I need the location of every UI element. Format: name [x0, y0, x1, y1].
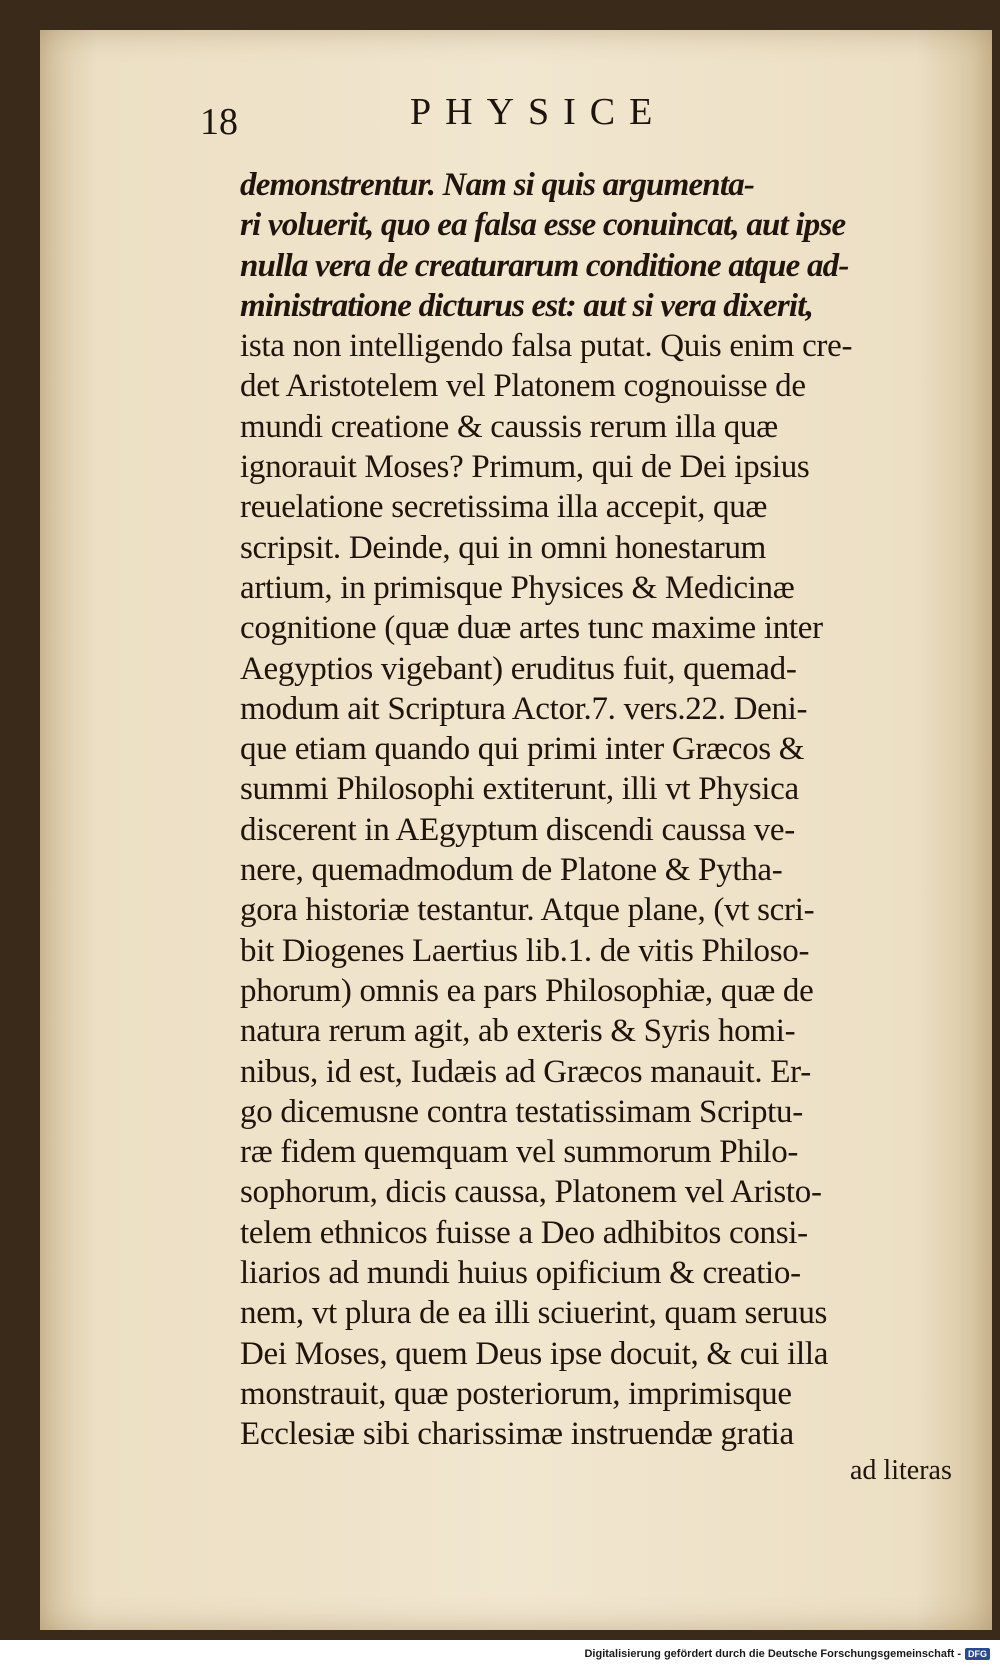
text-line: Aegyptios vigebant) eruditus fuit, quemad-: [240, 650, 797, 687]
text-line: reuelatione secretissima illa accepit, quæ: [240, 489, 768, 526]
text-line: scripsit. Deinde, qui in omni honestarum: [240, 529, 767, 566]
text-line: sophorum, dicis caussa, Platonem vel Aristo-: [240, 1174, 822, 1211]
text-line: nem, vt plura de ea illi sciuerint, quam seruus: [240, 1295, 828, 1332]
text-line: mundi creatione & caussis rerum illa quæ: [240, 408, 778, 445]
catchword: ad literas: [850, 1455, 952, 1486]
text-line: bit Diogenes Laertius lib.1. de vitis Philoso-: [240, 932, 810, 969]
text-line: que etiam quando qui primi inter Græcos &: [240, 731, 805, 768]
book-page: [40, 30, 992, 1630]
text-line: cognitione (quæ duæ artes tunc maxime inter: [240, 610, 823, 647]
text-line: Ecclesiæ sibi charissimæ instruendæ gratia: [240, 1416, 794, 1453]
text-line: summi Philosophi extiterunt, illi vt Physica: [240, 771, 799, 808]
text-line: phorum) omnis ea pars Philosophiæ, quæ de: [240, 972, 814, 1009]
text-line: discerent in AEgyptum discendi caussa ve-: [240, 811, 795, 848]
text-line: ministratione dicturus est: aut si vera dixerit,: [240, 287, 814, 324]
text-line: modum ait Scriptura Actor.7. vers.22. Deni-: [240, 690, 808, 727]
text-line: go dicemusne contra testatissimam Scriptu-: [240, 1093, 803, 1130]
text-line: gora historiæ testantur. Atque plane, (vt scri-: [240, 892, 815, 929]
text-line: ri voluerit, quo ea falsa esse conuincat, aut ipse: [240, 207, 846, 244]
text-line: nere, quemadmodum de Platone & Pytha-: [240, 852, 783, 889]
text-line: Dei Moses, quem Deus ipse docuit, & cui illa: [240, 1335, 829, 1372]
page-header: [40, 88, 992, 148]
text-line: ignorauit Moses? Primum, qui de Dei ipsius: [240, 449, 810, 486]
footer-text: Digitalisierung gefördert durch die Deutsche Forschungsgemeinschaft -: [584, 1648, 961, 1660]
page-number: 18: [200, 101, 238, 143]
text-line: demonstrentur. Nam si quis argumenta-: [240, 167, 755, 203]
text-line: det Aristotelem vel Platonem cognouisse de: [240, 368, 806, 405]
text-line: nibus, id est, Iudæis ad Græcos manauit. Er-: [240, 1053, 811, 1090]
running-title: PHYSICE: [410, 91, 667, 133]
text-line: nulla vera de creaturarum conditione atque ad-: [240, 247, 849, 284]
text-line: liarios ad mundi huius opificium & creatio-: [240, 1255, 801, 1292]
footer: [584, 1648, 990, 1660]
text-line: natura rerum agit, ab exteris & Syris homi-: [240, 1013, 796, 1050]
body-text: [240, 165, 930, 1455]
text-line: ræ fidem quemquam vel summorum Philo-: [240, 1134, 799, 1171]
text-line: artium, in primisque Physices & Medicinæ: [240, 569, 795, 606]
dfg-logo: DFG: [965, 1648, 990, 1660]
text-line: monstrauit, quæ posteriorum, imprimisque: [240, 1375, 792, 1412]
text-line: ista non intelligendo falsa putat. Quis enim cre-: [240, 328, 853, 365]
text-line: telem ethnicos fuisse a Deo adhibitos consi-: [240, 1214, 808, 1251]
